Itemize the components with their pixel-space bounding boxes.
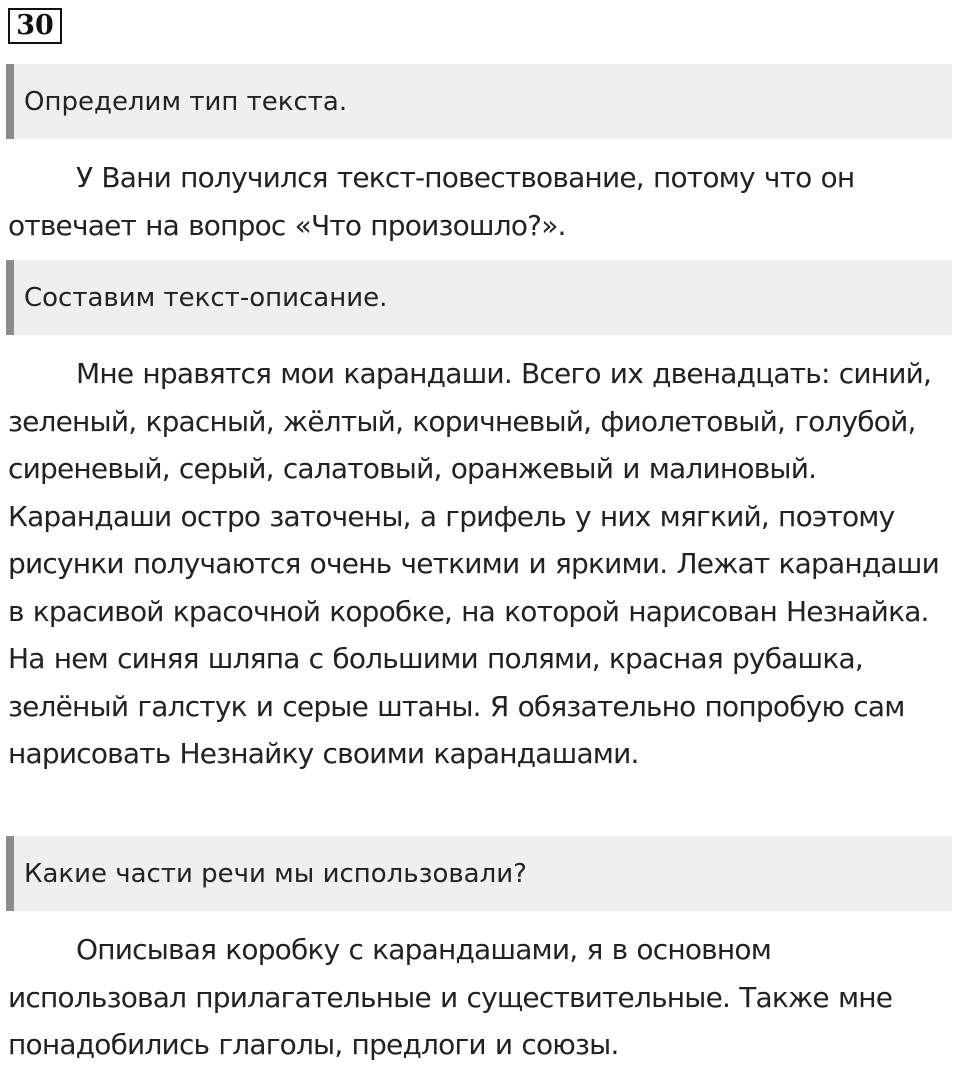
answer-paragraph-text-type: У Вани получился текст-повествование, потому что он отвечает на вопрос «Что произошло?». xyxy=(8,161,855,242)
answer-paragraph-description: Мне нравятся мои карандаши. Всего их двенадцать: синий, зеленый, красный, жёлтый, коричневый, фиолетовый, голубой, сиреневый, серый, салатовый, оранжевый и малиновый. Карандаши остро заточены, а грифель у них мягкий, поэтому рисунки получаются очень четкими и яркими. Лежат карандаши в красивой красочной коробке, на которой нарисован Незнайка. На нем синяя шляпа с большими полями, красная рубашка, зелёный галстук и серые штаны. Я обязательно попробую сам нарисовать Незнайку своими карандашами. xyxy=(8,357,939,770)
task-number-badge: 30 xyxy=(8,8,62,44)
section-heading-label: Определим тип текста. xyxy=(24,86,348,117)
section-heading-parts-of-speech xyxy=(6,836,952,911)
section-heading-label: Какие части речи мы использовали? xyxy=(24,858,527,889)
section-heading-text-type xyxy=(6,64,952,139)
section-heading-description xyxy=(6,260,952,335)
answer-paragraph-parts-of-speech: Описывая коробку с карандашами, я в основном использовал прилагательные и существительные. Также мне понадобились глаголы, предлоги и союзы. xyxy=(8,933,893,1061)
section-heading-label: Составим текст-описание. xyxy=(24,282,388,313)
